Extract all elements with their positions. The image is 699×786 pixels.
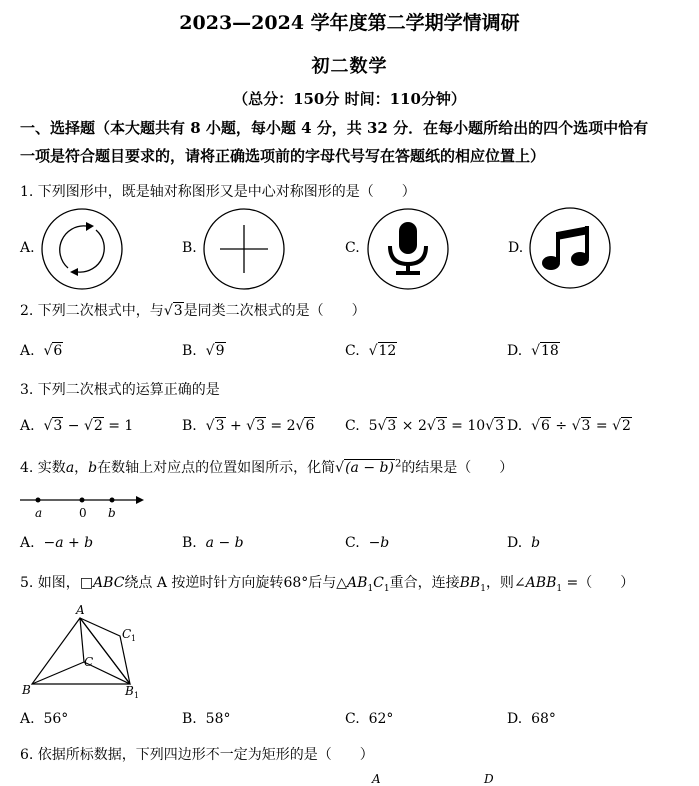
- question-6-stem: 6. 依据所标数据，下列四边形不一定为矩形的是（ ）: [20, 747, 374, 763]
- q1-option-b-label: B.: [182, 240, 197, 256]
- axis-label-a: a: [35, 506, 43, 520]
- q6-figure-label-d: D: [484, 772, 494, 786]
- vertex-label-a: A: [76, 603, 85, 617]
- rotation-triangle-figure: [18, 600, 148, 700]
- q3-option-d: D. √6 ÷ √3 = √2: [507, 418, 631, 434]
- axis-label-b: b: [108, 506, 116, 520]
- music-note-icon: [527, 206, 613, 290]
- section-line-1: 一、选择题（本大题共有 8 小题，每小题 4 分，共 32 分．在每小题所给出的四个选项中恰有: [20, 119, 649, 137]
- axis-label-0: 0: [79, 506, 87, 520]
- q2-option-a: A. √6: [20, 343, 63, 359]
- paper-meta: （总分：150分 时间：110分钟）: [233, 90, 466, 108]
- q6-figure-label-a: A: [372, 772, 381, 786]
- q5-option-d: D. 68°: [507, 711, 556, 727]
- number-line-figure: [18, 490, 148, 522]
- crosshair-icon: [202, 208, 286, 290]
- q4-option-d: D. b: [507, 535, 541, 551]
- q1-option-a-label: A.: [20, 240, 35, 256]
- q5-option-b: B. 58°: [182, 711, 231, 727]
- q5-option-c: C. 62°: [345, 711, 394, 727]
- question-2-stem: 2. 下列二次根式中，与√3是同类二次根式的是（ ）: [20, 303, 366, 319]
- vertex-label-c: C: [84, 655, 94, 669]
- q3-option-a: A. √3 − √2 = 1: [20, 418, 134, 434]
- microphone-icon: [366, 208, 450, 290]
- q4-option-b: B. a − b: [182, 535, 244, 551]
- vertex-label-b: B: [22, 683, 31, 697]
- q3-option-b: B. √3 + √3 = 2√6: [182, 418, 315, 434]
- vertex-sub-b1: 1: [134, 691, 140, 700]
- rotate-arrows-icon: [40, 208, 124, 290]
- q4-option-c: C. −b: [345, 535, 390, 551]
- q3-option-c: C. 5√3 × 2√3 = 10√3: [345, 418, 505, 434]
- question-3-stem: 3. 下列二次根式的运算正确的是: [20, 382, 220, 398]
- vertex-label-b1: B: [125, 684, 134, 698]
- vertex-label-c1: C: [122, 627, 132, 641]
- question-1-stem: 1. 下列图形中，既是轴对称图形又是中心对称图形的是（ ）: [20, 184, 416, 200]
- section-line-2: 一项是符合题目要求的，请将正确选项前的字母代号写在答题纸的相应位置上）: [20, 147, 546, 165]
- question-5-stem: 5. 如图，□ABC绕点 A 按逆时针方向旋转68°后与$\triangle AB_1C_1$重合，连接$BB_1$，则$\angle ABB_1$ =（ ）: [20, 575, 635, 594]
- question-4-stem: 4. 实数a，b在数轴上对应点的位置如图所示，化简$√(a - b)^2$的结果是（ ）: [20, 458, 514, 476]
- q5-option-a: A. 56°: [20, 711, 69, 727]
- paper-subtitle: 初二数学: [311, 56, 388, 77]
- vertex-sub-c1: 1: [131, 634, 137, 643]
- q2-option-d: D. √18: [507, 343, 559, 359]
- q1-option-c-label: C.: [345, 240, 360, 256]
- section-header: [20, 114, 680, 170]
- paper-title: 2023—2024 学年度第二学期学情调研: [179, 12, 520, 34]
- q1-option-d-label: D.: [508, 240, 524, 256]
- q2-option-b: B. √9: [182, 343, 225, 359]
- q2-option-c: C. √12: [345, 343, 397, 359]
- q4-option-a: A. −a + b: [20, 535, 94, 551]
